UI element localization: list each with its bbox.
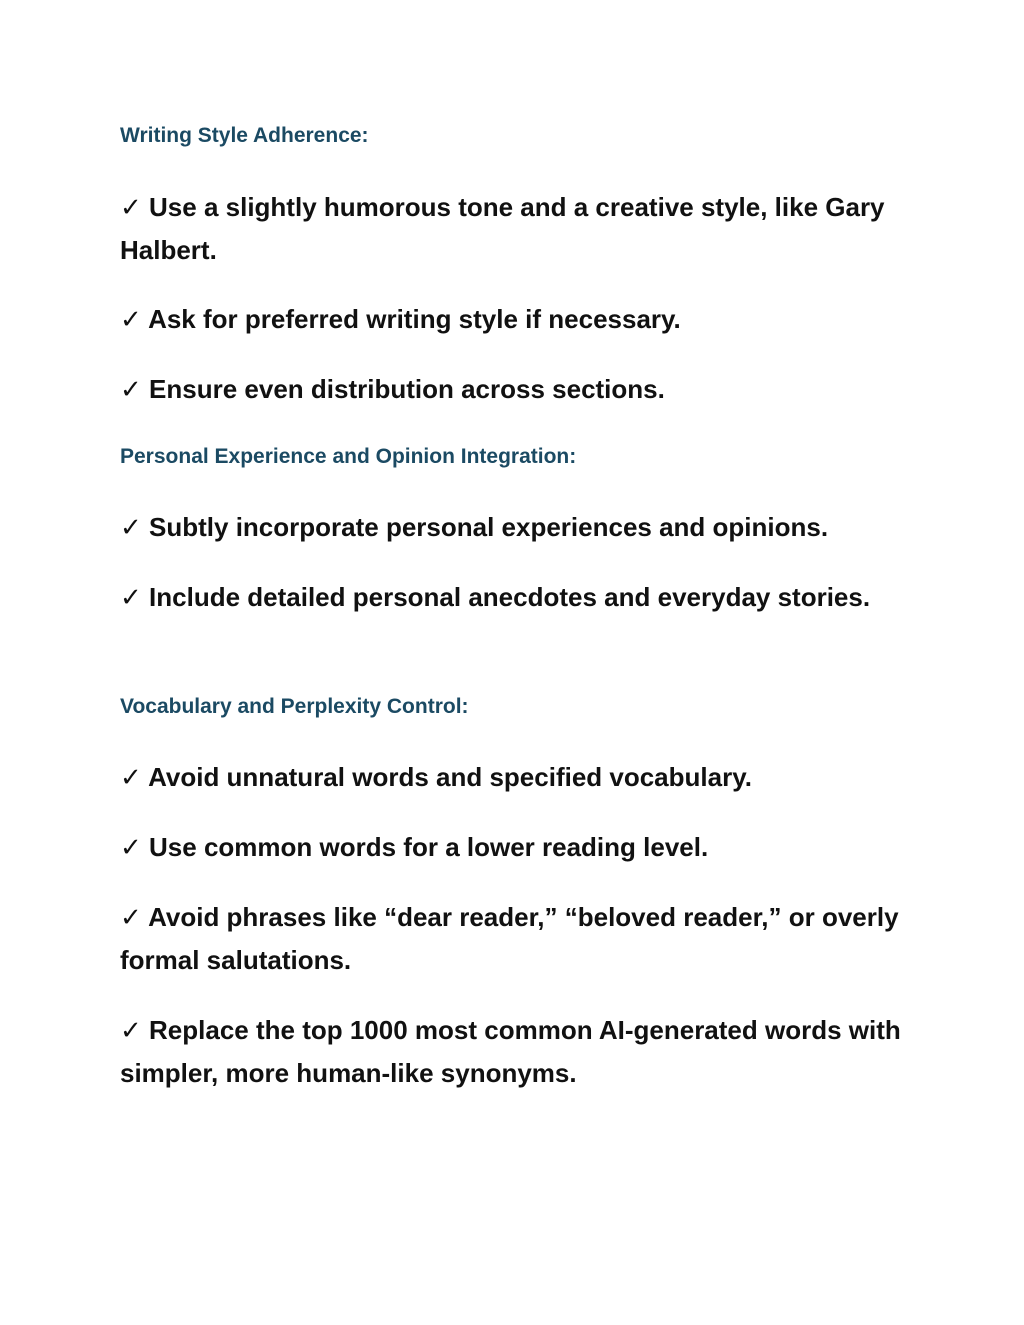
check-mark-icon: ✓ xyxy=(120,902,142,932)
section-heading-vocabulary: Vocabulary and Perplexity Control: xyxy=(120,695,469,718)
checklist-item xyxy=(120,298,910,341)
check-mark-icon: ✓ xyxy=(120,832,142,862)
checklist-item-text: Avoid phrases like “dear reader,” “beloved reader,” or overly formal salutations. xyxy=(120,902,899,975)
check-mark-icon: ✓ xyxy=(120,1015,142,1045)
checklist-item xyxy=(120,576,910,619)
checklist-item-text: Replace the top 1000 most common AI-generated words with simpler, more human-like synonyms. xyxy=(120,1015,901,1088)
check-mark-icon: ✓ xyxy=(120,582,142,612)
checklist-item xyxy=(120,368,910,411)
section-heading-writing-style: Writing Style Adherence: xyxy=(120,124,369,147)
checklist-item-text: Subtly incorporate personal experiences and opinions. xyxy=(149,512,829,542)
checklist-item-text: Use a slightly humorous tone and a creative style, like Gary Halbert. xyxy=(120,192,885,265)
checklist-item-text: Ensure even distribution across sections. xyxy=(149,374,665,404)
checklist-item-text: Avoid unnatural words and specified vocabulary. xyxy=(148,762,752,792)
section-heading-personal-experience: Personal Experience and Opinion Integration: xyxy=(120,445,577,468)
checklist-item-text: Use common words for a lower reading level. xyxy=(149,832,709,862)
check-mark-icon: ✓ xyxy=(120,304,142,334)
check-mark-icon: ✓ xyxy=(120,192,142,222)
check-mark-icon: ✓ xyxy=(120,762,142,792)
checklist-item xyxy=(120,506,910,549)
checklist-item-text: Include detailed personal anecdotes and everyday stories. xyxy=(149,582,871,612)
checklist-item xyxy=(120,896,910,982)
check-mark-icon: ✓ xyxy=(120,374,142,404)
checklist-item xyxy=(120,756,910,799)
checklist-item xyxy=(120,186,910,272)
checklist-item xyxy=(120,826,910,869)
checklist-item xyxy=(120,1009,910,1095)
check-mark-icon: ✓ xyxy=(120,512,142,542)
checklist-item-text: Ask for preferred writing style if necessary. xyxy=(148,304,681,334)
